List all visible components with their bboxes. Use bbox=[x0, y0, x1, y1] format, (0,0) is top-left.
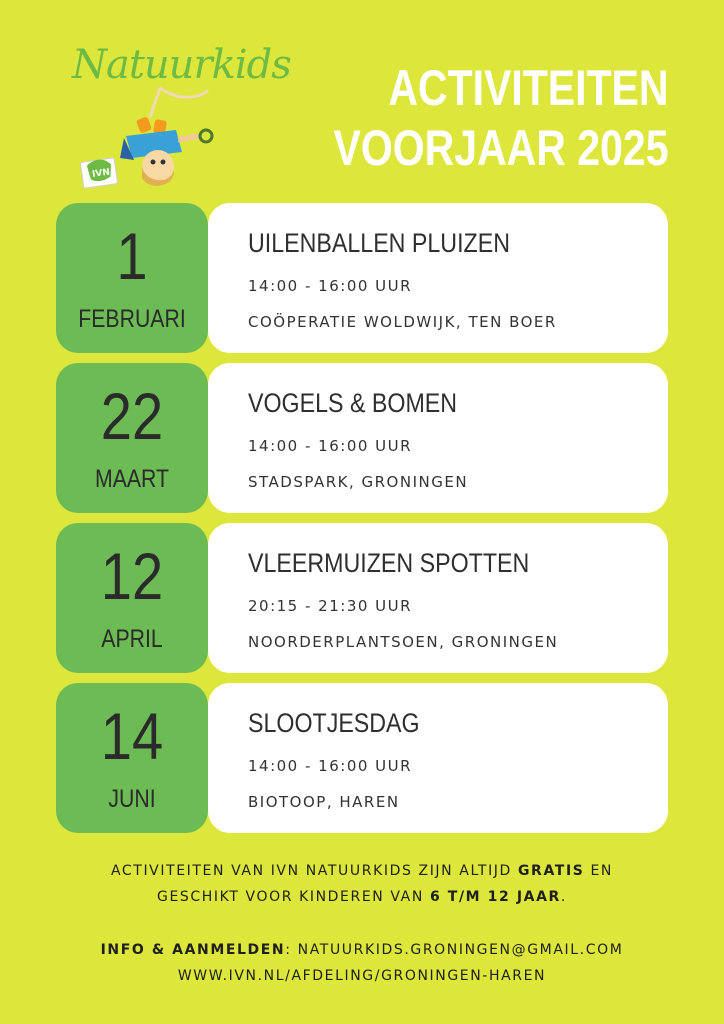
event-list bbox=[56, 203, 668, 843]
free-activities-note bbox=[0, 858, 724, 910]
note-text: . bbox=[560, 889, 567, 905]
date-box bbox=[56, 363, 208, 513]
info-separator: : bbox=[285, 942, 298, 958]
date-box bbox=[56, 203, 208, 353]
event-item bbox=[56, 523, 668, 673]
event-title: SLOOTJESDAG bbox=[248, 708, 420, 738]
event-day: 1 bbox=[116, 219, 148, 293]
event-card bbox=[208, 363, 668, 513]
event-month: FEBRUARI bbox=[78, 305, 186, 333]
event-card bbox=[208, 523, 668, 673]
contact-info bbox=[0, 937, 724, 989]
child-hanging-upside-down-illustration-icon bbox=[60, 40, 260, 200]
ivn-badge-text: IVN bbox=[91, 167, 111, 180]
event-item bbox=[56, 203, 668, 353]
event-title: VLEERMUIZEN SPOTTEN bbox=[248, 548, 530, 578]
event-card bbox=[208, 683, 668, 833]
event-item bbox=[56, 363, 668, 513]
note-text: GESCHIKT VOOR KINDEREN VAN bbox=[157, 889, 430, 905]
event-day: 12 bbox=[100, 539, 164, 613]
note-line-1 bbox=[0, 858, 724, 884]
event-month: MAART bbox=[94, 465, 170, 493]
note-text: EN bbox=[584, 863, 614, 879]
event-title: VOGELS & BOMEN bbox=[248, 388, 458, 418]
contact-email-link[interactable]: NATUURKIDS.GRONINGEN@GMAIL.COM bbox=[297, 942, 624, 958]
event-day: 14 bbox=[100, 699, 164, 773]
note-age-emphasis: 6 T/M 12 JAAR bbox=[429, 889, 561, 905]
event-time: 14:00 - 16:00 UUR bbox=[248, 757, 413, 775]
contact-line-1 bbox=[0, 937, 724, 963]
event-item bbox=[56, 683, 668, 833]
logo-wordmark: Natuurkids bbox=[72, 42, 291, 88]
event-time: 14:00 - 16:00 UUR bbox=[248, 437, 413, 455]
natuurkids-logo bbox=[60, 40, 291, 200]
event-location: NOORDERPLANTSOEN, GRONINGEN bbox=[248, 633, 559, 651]
title-line-1: ACTIVITEITEN bbox=[387, 60, 668, 116]
event-location: STADSPARK, GRONINGEN bbox=[248, 473, 469, 491]
contact-website-link[interactable]: WWW.IVN.NL/AFDELING/GRONINGEN-HAREN bbox=[177, 968, 547, 984]
page-title bbox=[333, 58, 668, 178]
event-title: UILENBALLEN PLUIZEN bbox=[248, 228, 510, 258]
event-day: 22 bbox=[100, 379, 164, 453]
info-label: INFO & AANMELDEN bbox=[100, 942, 286, 958]
note-free-emphasis: GRATIS bbox=[517, 863, 585, 879]
event-location: BIOTOOP, HAREN bbox=[248, 793, 400, 811]
date-box bbox=[56, 523, 208, 673]
event-month: APRIL bbox=[101, 625, 163, 653]
note-text: ACTIVITEITEN VAN IVN NATUURKIDS ZIJN ALTIJD bbox=[110, 863, 518, 879]
event-month: JUNI bbox=[108, 785, 156, 813]
title-line-2: VOORJAAR 2025 bbox=[333, 120, 668, 176]
event-location: COÖPERATIE WOLDWIJK, TEN BOER bbox=[248, 313, 557, 331]
note-line-2 bbox=[0, 884, 724, 910]
event-time: 14:00 - 16:00 UUR bbox=[248, 277, 413, 295]
event-time: 20:15 - 21:30 UUR bbox=[248, 597, 413, 615]
event-card bbox=[208, 203, 668, 353]
date-box bbox=[56, 683, 208, 833]
